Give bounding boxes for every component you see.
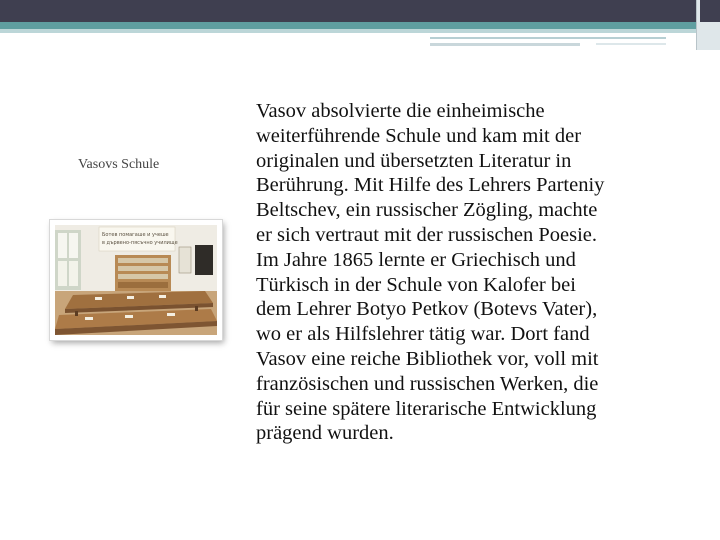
body-text-line: Vasov absolvierte die einheimische	[256, 100, 545, 122]
school-photo	[55, 225, 217, 335]
classroom-illustration	[55, 225, 217, 335]
body-text-line: Im Jahre 1865 lernte er Griechisch und	[256, 248, 576, 271]
body-text-line: Berührung. Mit Hilfe des Lehrers Parteniy	[256, 174, 605, 197]
header-accent-line	[430, 37, 666, 39]
header-light-stripe	[0, 29, 720, 33]
school-photo-frame	[50, 220, 222, 340]
body-text-line: Türkisch in der Schule von Kalofer bei	[256, 273, 576, 296]
body-text-line: französischen und russischen Werken, die	[256, 372, 599, 395]
body-text-line: Vasov eine reiche Bibliothek vor, voll mit	[256, 347, 599, 370]
body-text-line: originalen und übersetzten Literatur in	[256, 149, 572, 172]
header-corner-dark	[700, 0, 720, 22]
body-text-line: er sich vertraut mit der russischen Poesie.	[256, 223, 598, 246]
body-text-line: für seine spätere literarische Entwicklung	[256, 397, 597, 420]
header-accent-line	[596, 43, 666, 45]
wall-sign-text: Ботев помагаше и учеше	[102, 232, 169, 238]
header-accent-line	[430, 43, 580, 46]
body-text-line: wo er als Hilfslehrer tätig war. Dort fand	[256, 323, 590, 346]
body-text	[256, 99, 706, 446]
header-dark-stripe	[0, 0, 720, 22]
body-text-line: Beltschev, ein russischer Zögling, machte	[256, 199, 598, 222]
wall-sign-text: в дървено-пясъчно училище	[102, 240, 178, 246]
header-teal-stripe	[0, 22, 720, 29]
body-text-line: dem Lehrer Botyo Petkov (Botevs Vater),	[256, 298, 598, 321]
body-text-line: weiterführende Schule und kam mit der	[256, 124, 582, 147]
slide-header-band	[0, 0, 720, 50]
photo-caption: Vasovs Schule	[78, 157, 160, 172]
body-text-line: prägend wurden.	[256, 422, 394, 445]
